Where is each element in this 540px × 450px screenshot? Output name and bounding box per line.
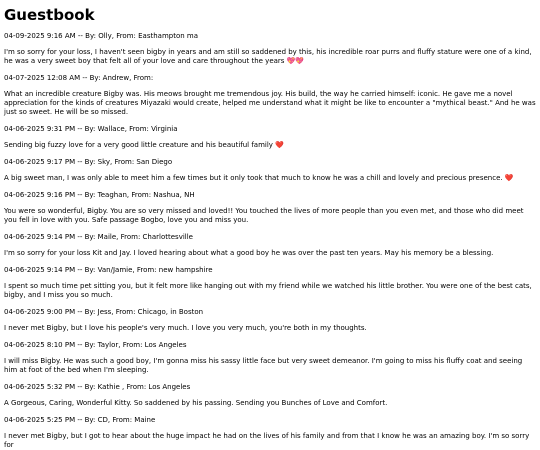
guestbook-entry bbox=[4, 233, 536, 258]
entry-meta: 04-06-2025 9:31 PM -- By: Wallace, From: Virginia bbox=[4, 125, 178, 133]
guestbook-entry bbox=[4, 158, 536, 183]
entry-message: I never met Bigby, but I love his people's very much. I love you very much, you're both in my thoughts. bbox=[4, 324, 367, 332]
guestbook-entry bbox=[4, 74, 536, 117]
entry-message: I'm so sorry for your loss, I haven't seen bigby in years and am still so saddened by this, his incredible roar purrs and fluffy stature were one of a kind, he was a very sweet boy that felt all of your love and care throughout the years 💖💖 bbox=[4, 48, 532, 65]
guestbook-entry bbox=[4, 191, 536, 225]
entry-message: I spent so much time pet sitting you, but it felt more like hanging out with my friend while we watched his little brother. You were one of the best cats, bigby, and I miss you so much. bbox=[4, 282, 532, 299]
guestbook-entry bbox=[4, 308, 536, 333]
guestbook-entries bbox=[4, 32, 536, 450]
entry-meta: 04-06-2025 5:25 PM -- By: CD, From: Maine bbox=[4, 416, 156, 424]
entry-meta: 04-06-2025 8:10 PM -- By: Taylor, From: Los Angeles bbox=[4, 341, 187, 349]
entry-message: A Gorgeous, Caring, Wonderful Kitty. So saddened by his passing. Sending you Bunches of Love and Comfort. bbox=[4, 399, 388, 407]
guestbook-entry bbox=[4, 32, 536, 66]
entry-message: Sending big fuzzy love for a very good little creature and his beautiful family ❤️ bbox=[4, 141, 284, 149]
entry-message: A big sweet man, I was only able to meet him a few times but it only took that much to know he was a chill and lovely and precious presence. ❤️ bbox=[4, 174, 514, 182]
entry-meta: 04-06-2025 9:14 PM -- By: Maile, From: Charlottesville bbox=[4, 233, 193, 241]
entry-message: I never met Bigby, but I got to hear about the huge impact he had on the lives of his family and from that I know he was an amazing boy. I'm so sorry for bbox=[4, 432, 530, 449]
entry-message: You were so wonderful, Bigby. You are so very missed and loved!! You touched the lives of more people than you even met, and those who did meet you fell in love with you. Safe passage Bogbo, love you and miss you. bbox=[4, 207, 524, 224]
guestbook-entry bbox=[4, 266, 536, 300]
entry-message: I'm so sorry for your loss Kit and Jay. I loved hearing about what a good boy he was over the past ten years. May his memory be a blessing. bbox=[4, 249, 494, 257]
guestbook-entry bbox=[4, 125, 536, 150]
page-title: Guestbook bbox=[4, 6, 95, 24]
entry-meta: 04-09-2025 9:16 AM -- By: Olly, From: Easthampton ma bbox=[4, 32, 199, 40]
entry-meta: 04-06-2025 9:14 PM -- By: Van/Jamie, From: new hampshire bbox=[4, 266, 213, 274]
entry-message: I will miss Bigby. He was such a good boy, I'm gonna miss his sassy little face but very sweet demeanor. I'm going to miss his fluffy coat and seeing him at foot of the bed when I'm sleeping. bbox=[4, 357, 523, 374]
entry-meta: 04-06-2025 5:32 PM -- By: Kathie , From: Los Angeles bbox=[4, 383, 191, 391]
entry-meta: 04-07-2025 12:08 AM -- By: Andrew, From: bbox=[4, 74, 154, 82]
entry-meta: 04-06-2025 9:17 PM -- By: Sky, From: San Diego bbox=[4, 158, 173, 166]
entry-meta: 04-06-2025 9:00 PM -- By: Jess, From: Chicago, in Boston bbox=[4, 308, 204, 316]
guestbook-entry bbox=[4, 416, 536, 450]
guestbook-entry bbox=[4, 383, 536, 408]
entry-meta: 04-06-2025 9:16 PM -- By: Teaghan, From: Nashua, NH bbox=[4, 191, 195, 199]
guestbook-entry bbox=[4, 341, 536, 375]
entry-message: What an incredible creature Bigby was. His meows brought me tremendous joy. His build, the way he carried himself: iconic. He gave me a novel appreciation for the kinds of creatures Miyazaki would create, helped me understand what it might be like to encounter a "mythical beast." And he was just so sweet. He will be so missed. bbox=[4, 90, 536, 116]
